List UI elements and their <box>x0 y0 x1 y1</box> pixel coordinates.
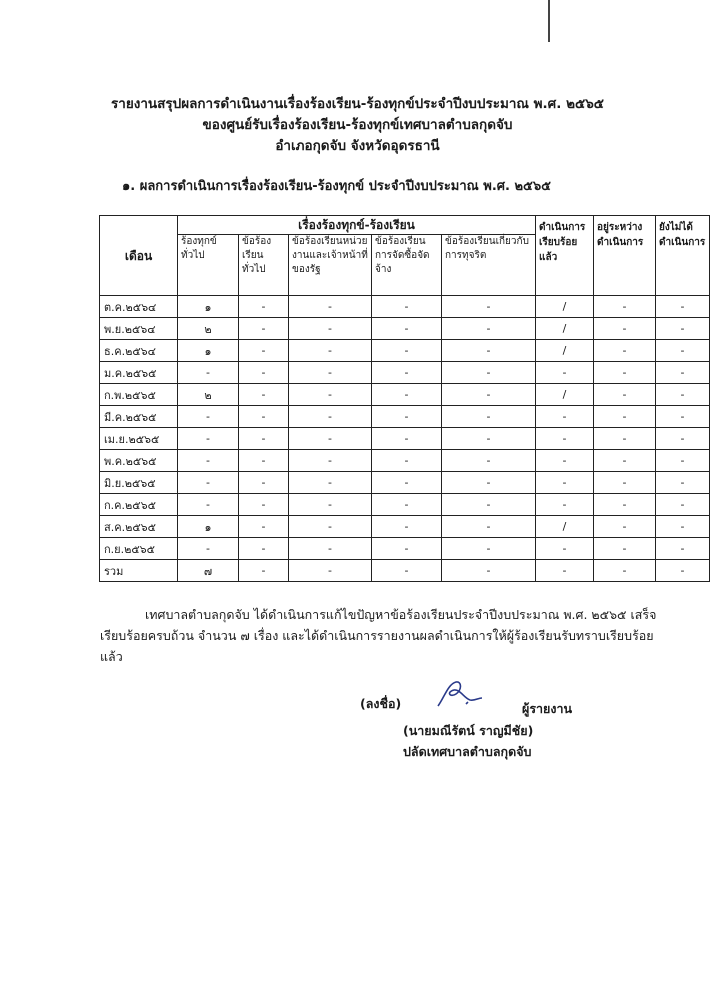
value-cell: - <box>594 428 656 450</box>
table-row <box>100 516 710 538</box>
month-cell: พ.ค.๒๕๖๕ <box>100 450 178 472</box>
report-subtitle: ของศูนย์รับเรื่องร้องเรียน-ร้องทุกข์เทศบาลตำบลกุดจับ <box>202 117 513 133</box>
value-cell: - <box>536 560 594 582</box>
value-cell: - <box>536 472 594 494</box>
value-cell: - <box>536 450 594 472</box>
value-cell: - <box>656 318 710 340</box>
value-cell: - <box>372 318 442 340</box>
report-location: อำเภอกุดจับ จังหวัดอุดรธานี <box>275 138 440 154</box>
value-cell: - <box>178 428 239 450</box>
value-cell: - <box>372 494 442 516</box>
table-row <box>100 428 710 450</box>
general-grievance-header: ร้องทุกข์ทั่วไป <box>178 235 239 296</box>
agency-complaint-header: ข้อร้องเรียนหน่วยงานและเจ้าหน้าที่ของรัฐ <box>289 235 372 296</box>
value-cell: ๑ <box>178 516 239 538</box>
value-cell: - <box>289 560 372 582</box>
value-cell: - <box>289 362 372 384</box>
value-cell: - <box>239 538 289 560</box>
report-title: รายงานสรุปผลการดำเนินงานเรื่องร้องเรียน-ร้องทุกข์ประจำปีงบประมาณ พ.ศ. ๒๕๖๕ <box>111 96 604 112</box>
value-cell: - <box>442 340 536 362</box>
general-complaint-header: ข้อร้องเรียนทั่วไป <box>239 235 289 296</box>
value-cell: - <box>289 450 372 472</box>
month-cell: มี.ค.๒๕๖๕ <box>100 406 178 428</box>
value-cell: - <box>656 494 710 516</box>
value-cell: - <box>656 406 710 428</box>
month-cell: มิ.ย.๒๕๖๕ <box>100 472 178 494</box>
value-cell: - <box>442 384 536 406</box>
reporter-role: ผู้รายงาน <box>522 701 573 716</box>
value-cell: - <box>372 384 442 406</box>
value-cell: - <box>178 450 239 472</box>
month-cell: รวม <box>100 560 178 582</box>
value-cell: - <box>239 340 289 362</box>
month-cell: ม.ค.๒๕๖๕ <box>100 362 178 384</box>
table-row <box>100 538 710 560</box>
value-cell: - <box>442 450 536 472</box>
value-cell: - <box>289 538 372 560</box>
summary-paragraph: เทศบาลตำบลกุดจับ ได้ดำเนินการแก้ไขปัญหาข้อร้องเรียนประจำปีงบประมาณ พ.ศ. ๒๕๖๕ เสร็จเรียบร้อยครบถ้วน จำนวน ๗ เรื่อง และได้ดำเนินการรายงานผลดำเนินการให้ผู้ร้องเรียนรับทราบเรียบร้อยแล้ว <box>100 607 657 664</box>
table-header-row <box>100 216 710 235</box>
section-heading: ๑. ผลการดำเนินการเรื่องร้องเรียน-ร้องทุกข์ ประจำปีงบประมาณ พ.ศ. ๒๕๖๕ <box>122 179 551 194</box>
value-cell: - <box>178 362 239 384</box>
table-row <box>100 494 710 516</box>
value-cell: - <box>239 560 289 582</box>
value-cell: - <box>372 296 442 318</box>
value-cell: - <box>289 384 372 406</box>
value-cell: - <box>656 516 710 538</box>
value-cell: - <box>372 428 442 450</box>
value-cell: - <box>239 362 289 384</box>
value-cell: ๗ <box>178 560 239 582</box>
month-header: เดือน <box>100 216 178 296</box>
value-cell: - <box>239 516 289 538</box>
corruption-complaint-header: ข้อร้องเรียนเกี่ยวกับการทุจริต <box>442 235 536 296</box>
value-cell: - <box>442 538 536 560</box>
table-row <box>100 384 710 406</box>
value-cell: - <box>289 340 372 362</box>
value-cell: - <box>594 384 656 406</box>
value-cell: - <box>239 318 289 340</box>
month-cell: ส.ค.๒๕๖๕ <box>100 516 178 538</box>
value-cell: - <box>372 472 442 494</box>
table-row <box>100 340 710 362</box>
handwritten-signature <box>432 676 487 712</box>
value-cell: - <box>239 450 289 472</box>
value-cell: - <box>656 296 710 318</box>
value-cell: - <box>372 362 442 384</box>
value-cell: - <box>372 340 442 362</box>
value-cell: / <box>536 384 594 406</box>
value-cell: - <box>594 538 656 560</box>
value-cell: - <box>289 318 372 340</box>
value-cell: - <box>594 516 656 538</box>
value-cell: - <box>594 560 656 582</box>
value-cell: - <box>442 516 536 538</box>
table-row <box>100 472 710 494</box>
table-row <box>100 362 710 384</box>
value-cell: - <box>372 538 442 560</box>
value-cell: - <box>178 538 239 560</box>
value-cell: - <box>239 428 289 450</box>
value-cell: - <box>656 472 710 494</box>
value-cell: - <box>656 362 710 384</box>
status-not-started-header: ยังไม่ได้ดำเนินการ <box>656 216 710 296</box>
month-cell: ก.ค.๒๕๖๕ <box>100 494 178 516</box>
value-cell: - <box>656 450 710 472</box>
month-cell: ธ.ค.๒๕๖๔ <box>100 340 178 362</box>
value-cell: - <box>536 494 594 516</box>
value-cell: - <box>442 428 536 450</box>
value-cell: / <box>536 318 594 340</box>
value-cell: ๒ <box>178 318 239 340</box>
scan-margin-line <box>548 0 550 42</box>
value-cell: - <box>442 296 536 318</box>
table-row <box>100 318 710 340</box>
value-cell: - <box>239 296 289 318</box>
value-cell: - <box>442 560 536 582</box>
value-cell: - <box>289 428 372 450</box>
complaints-table <box>99 215 710 582</box>
table-row <box>100 450 710 472</box>
value-cell: / <box>536 516 594 538</box>
value-cell: - <box>372 516 442 538</box>
value-cell: - <box>594 318 656 340</box>
value-cell: - <box>372 450 442 472</box>
complaint-group-header: เรื่องร้องทุกข์-ร้องเรียน <box>178 216 536 235</box>
value-cell: - <box>289 516 372 538</box>
value-cell: - <box>656 384 710 406</box>
month-cell: ก.ย.๒๕๖๕ <box>100 538 178 560</box>
value-cell: ๑ <box>178 296 239 318</box>
value-cell: / <box>536 296 594 318</box>
value-cell: - <box>594 406 656 428</box>
value-cell: - <box>289 472 372 494</box>
signature-label: (ลงชื่อ) <box>360 696 402 711</box>
value-cell: ๒ <box>178 384 239 406</box>
value-cell: - <box>239 406 289 428</box>
value-cell: - <box>656 428 710 450</box>
value-cell: - <box>656 538 710 560</box>
table-row <box>100 296 710 318</box>
value-cell: - <box>289 406 372 428</box>
value-cell: - <box>178 472 239 494</box>
value-cell: - <box>594 296 656 318</box>
month-cell: พ.ย.๒๕๖๔ <box>100 318 178 340</box>
value-cell: - <box>442 318 536 340</box>
table-row <box>100 406 710 428</box>
value-cell: - <box>594 450 656 472</box>
value-cell: - <box>372 560 442 582</box>
value-cell: - <box>442 494 536 516</box>
value-cell: - <box>239 472 289 494</box>
status-done-header: ดำเนินการเรียบร้อยแล้ว <box>536 216 594 296</box>
value-cell: - <box>442 362 536 384</box>
value-cell: - <box>594 472 656 494</box>
value-cell: - <box>536 538 594 560</box>
table-row <box>100 560 710 582</box>
value-cell: - <box>178 406 239 428</box>
month-cell: เม.ย.๒๕๖๕ <box>100 428 178 450</box>
value-cell: - <box>656 340 710 362</box>
value-cell: - <box>239 384 289 406</box>
value-cell: - <box>594 340 656 362</box>
value-cell: - <box>594 494 656 516</box>
value-cell: - <box>536 428 594 450</box>
value-cell: ๑ <box>178 340 239 362</box>
value-cell: - <box>289 494 372 516</box>
value-cell: - <box>442 406 536 428</box>
status-in-progress-header: อยู่ระหว่างดำเนินการ <box>594 216 656 296</box>
signer-name: (นายมณีรัตน์ ราญมีชัย) <box>403 723 534 738</box>
value-cell: - <box>536 406 594 428</box>
month-cell: ต.ค.๒๕๖๔ <box>100 296 178 318</box>
value-cell: - <box>289 296 372 318</box>
value-cell: - <box>594 362 656 384</box>
value-cell: / <box>536 340 594 362</box>
value-cell: - <box>178 494 239 516</box>
value-cell: - <box>239 494 289 516</box>
signer-position: ปลัดเทศบาลตำบลกุดจับ <box>403 744 532 759</box>
value-cell: - <box>372 406 442 428</box>
month-cell: ก.พ.๒๕๖๕ <box>100 384 178 406</box>
value-cell: - <box>442 472 536 494</box>
value-cell: - <box>536 362 594 384</box>
value-cell: - <box>656 560 710 582</box>
procurement-complaint-header: ข้อร้องเรียนการจัดซื้อจัดจ้าง <box>372 235 442 296</box>
